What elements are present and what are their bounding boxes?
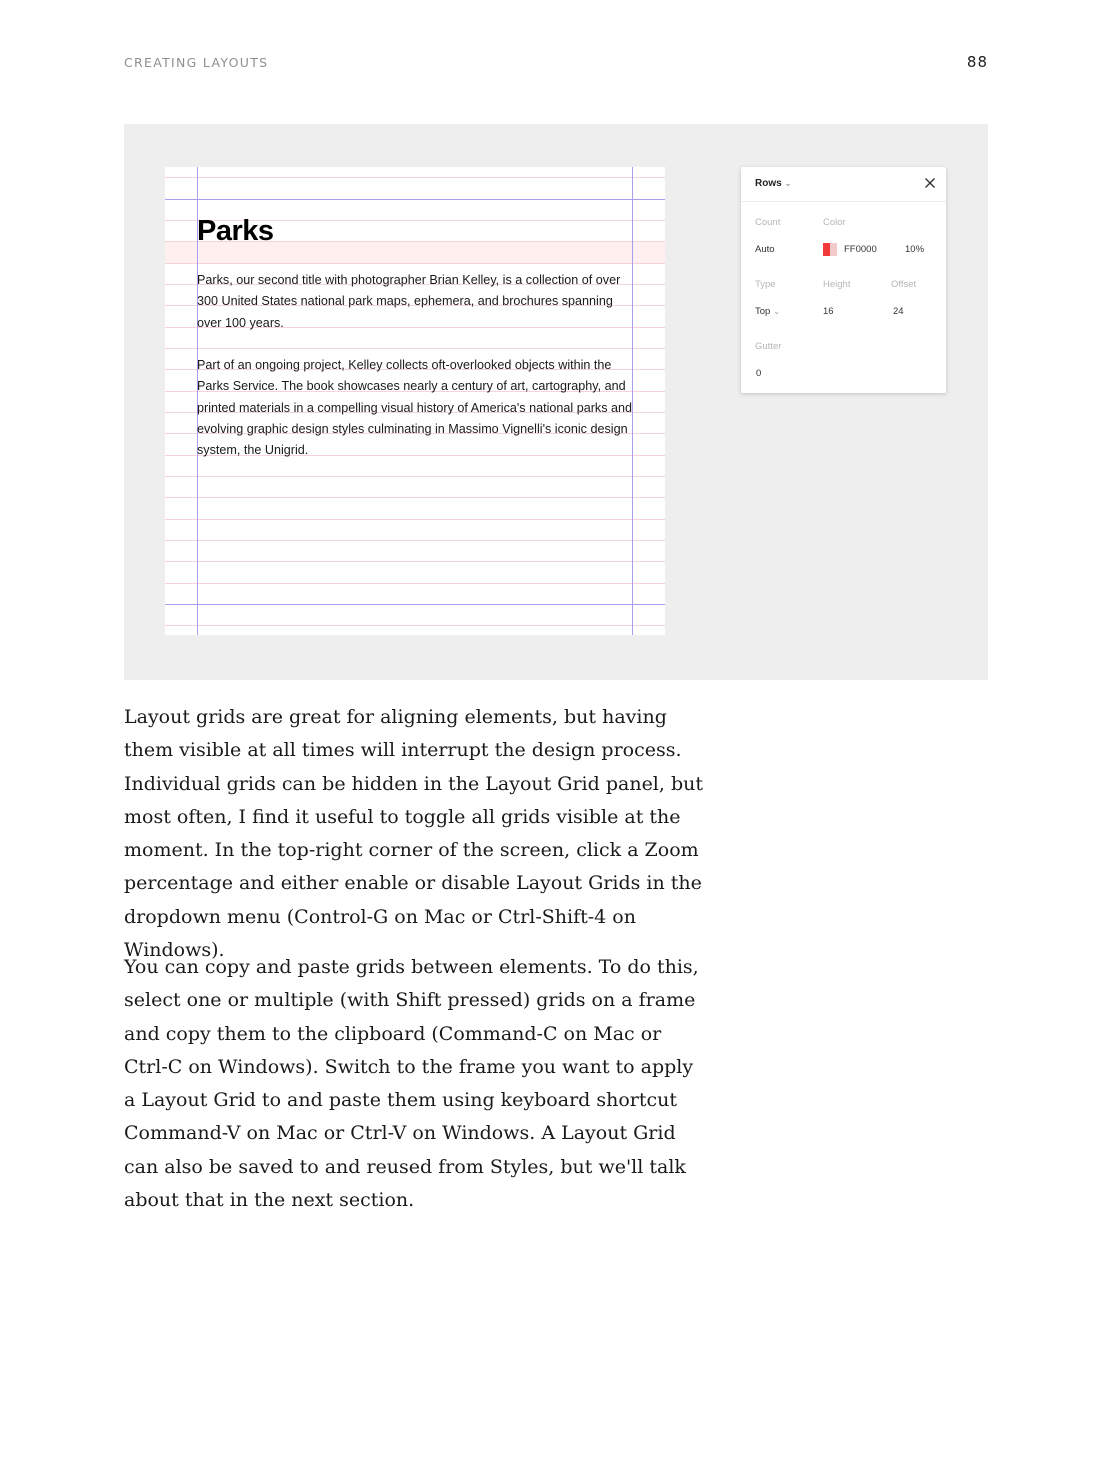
body-paragraph-2: You can copy and paste grids between elements. To do this, select one or multiple (with Shift pressed) grids on a frame and copy them to the clipboard (Command-C on Mac or Ctrl-C on Windows). Switch to the frame you want to apply a Layout Grid to and paste them using keyboard shortcut Command-V on Mac or Ctrl-V on Windows. A Layout Grid can also be saved to and reused from Styles, but we'll talk about that in the next section. [124, 956, 699, 1212]
row-grid-line [165, 177, 665, 178]
opacity-input[interactable]: 10% [905, 244, 925, 255]
color-swatch[interactable] [823, 243, 837, 256]
chevron-down-icon: ⌄ [773, 307, 781, 316]
row-grid-line [165, 625, 665, 626]
height-input[interactable]: 16 [823, 306, 834, 317]
body-paragraph-1: Layout grids are great for aligning elements, but having them visible at all times will interrupt the design process. Individual grids can be hidden in the Layout Grid panel, but most often, I find it useful to toggle all grids visible at the moment. In the top-right corner of the screen, click a Zoom percentage and either enable or disable Layout Grids in the dropdown menu (Control-G on Mac or Ctrl-Shift-4 on Windows). [124, 706, 703, 962]
height-label: Height [823, 279, 851, 290]
layout-grid-panel [741, 167, 946, 393]
type-value: Top [755, 306, 771, 317]
page-number: 88 [966, 53, 988, 71]
frame-title: Parks [197, 215, 274, 247]
panel-header [741, 167, 946, 202]
row-grid-line [165, 476, 665, 477]
offset-input[interactable]: 24 [893, 306, 904, 317]
offset-label: Offset [891, 279, 917, 290]
count-input[interactable]: Auto [755, 244, 775, 255]
close-icon[interactable] [924, 177, 936, 189]
type-dropdown[interactable] [755, 306, 780, 317]
grid-type-label: Rows [755, 178, 782, 189]
color-hex-input[interactable]: FF0000 [844, 244, 877, 255]
gutter-label: Gutter [755, 341, 782, 352]
count-label: Count [755, 217, 781, 228]
row-grid-line [165, 497, 665, 498]
chevron-down-icon: ⌄ [784, 179, 792, 188]
running-head: CREATING LAYOUTS [124, 55, 269, 70]
row-grid-line [165, 540, 665, 541]
row-grid-line [165, 348, 665, 349]
frame-paragraph: Parks, our second title with photographer Brian Kelley, is a collection of over 300 United States national park maps, ephemera, and brochures spanning over 100 years. [197, 273, 621, 330]
grid-type-dropdown[interactable] [755, 178, 791, 189]
bottom-margin-guide [165, 604, 665, 605]
figure [124, 124, 988, 680]
frame-paragraph: Part of an ongoing project, Kelley collects oft-overlooked objects within the Parks Service. The book showcases nearly a century of art, cartography, and printed materials in a compelling visual history of America's national parks and evolving graphic design styles culminating in Massimo Vignelli's iconic design system, the Unigrid. [197, 358, 633, 458]
color-label: Color [823, 217, 846, 228]
row-grid-line [165, 263, 665, 264]
design-frame [165, 167, 665, 635]
top-margin-guide [165, 199, 665, 200]
row-grid-line [165, 561, 665, 562]
row-grid-line [165, 583, 665, 584]
row-grid-line [165, 519, 665, 520]
type-label: Type [755, 279, 776, 290]
body-paragraph [124, 951, 704, 1217]
gutter-input[interactable]: 0 [756, 368, 762, 379]
body-paragraph [124, 701, 704, 967]
